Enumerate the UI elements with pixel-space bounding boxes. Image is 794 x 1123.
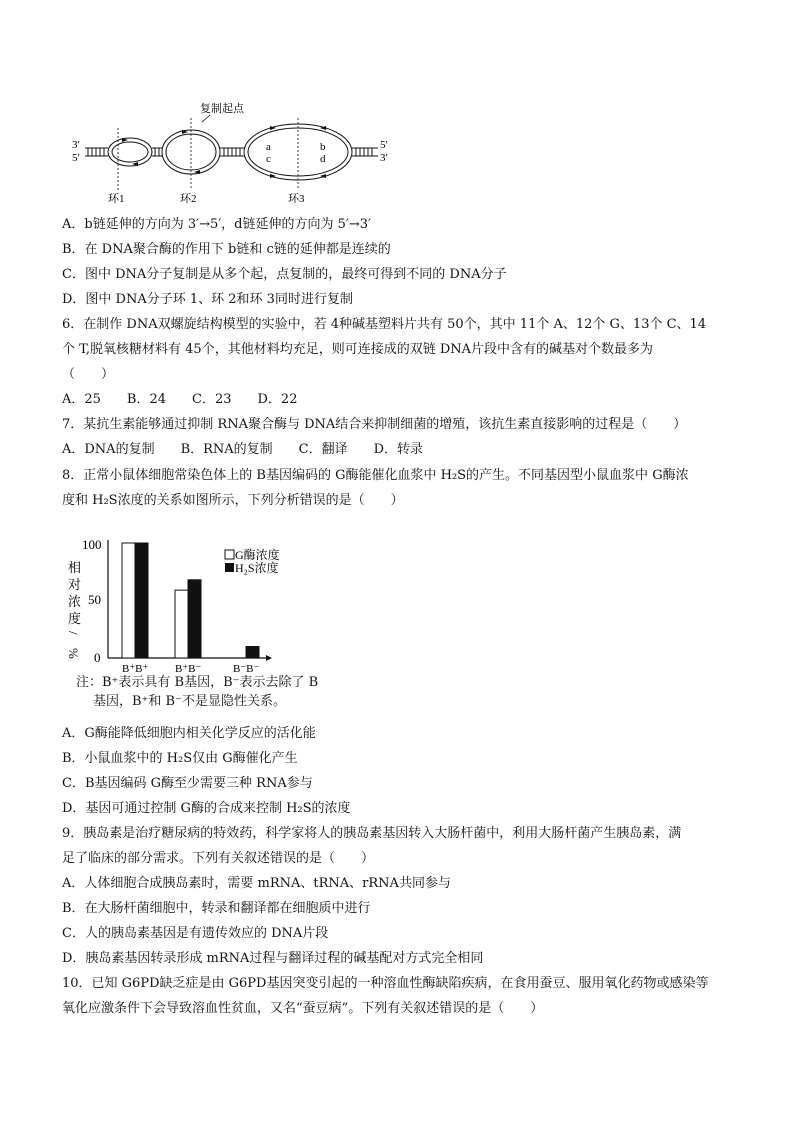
q8-option-c: C．B基因编码 G酶至少需要三种 RNA参与 bbox=[62, 776, 313, 791]
chart-note-line2: 基因，B⁺和 B⁻不是显隐性关系。 bbox=[93, 694, 286, 709]
q9-option-d: D．胰岛素基因转录形成 mRNA过程与翻译过程的碱基配对方式完全相同 bbox=[62, 951, 484, 966]
right-top-end-label: 5′ bbox=[380, 139, 388, 151]
chart-note-line1: 注：B⁺表示具有 B基因，B⁻表示去除了 B bbox=[76, 675, 319, 690]
q8-option-d: D．基因可通过控制 G酶的合成来控制 H₂S的浓度 bbox=[62, 801, 351, 816]
q5-option-c: C．图中 DNA分子复制是从多个起，点复制的，最终可得到不同的 DNA分子 bbox=[62, 267, 507, 282]
q7-stem: 7．某抗生素能够通过抑制 RNA聚合酶与 DNA结合来抑制细菌的增殖，该抗生素直接影响的过程是（ ） bbox=[62, 417, 687, 432]
q7-options: A．DNA的复制 B．RNA的复制 C．翻译 D．转录 bbox=[62, 442, 424, 457]
q9-option-a: A．人体细胞合成胰岛素时，需要 mRNA、tRNA、rRNA共同参与 bbox=[62, 876, 451, 891]
y-tick-0: 0 bbox=[94, 650, 101, 665]
q8-option-b: B．小鼠血浆中的 H₂S仅由 G酶催化产生 bbox=[62, 751, 298, 766]
q9-option-b: B．在大肠杆菌细胞中，转录和翻译都在细胞质中进行 bbox=[62, 901, 371, 916]
bar-g-enzyme-0 bbox=[122, 543, 135, 658]
svg-text:/: / bbox=[66, 631, 81, 635]
legend-label-h2s: H₂S浓度 bbox=[235, 561, 279, 575]
q6-stem-line2: 个 T,脱氧核糖材料有 45个，其他材料均充足，则可连接成的双链 DNA片段中含有的碱基对个数最多为 bbox=[62, 342, 654, 357]
q6-stem-line1: 6．在制作 DNA双螺旋结构模型的实验中，若 4种碱基塑料片共有 50个，其中 11个 A、12个 G、13个 C、14 bbox=[62, 317, 707, 332]
bar-g-enzyme-1 bbox=[175, 590, 188, 658]
dna-replication-figure bbox=[70, 100, 410, 205]
y-tick-50: 50 bbox=[88, 592, 101, 607]
q8-stem-line1: 8．正常小鼠体细胞常染色体上的 B基因编码的 G酶能催化血浆中 H₂S的产生。不同基因型小鼠血浆中 G酶浓 bbox=[62, 468, 689, 483]
strand-c-label: c bbox=[266, 153, 271, 165]
q10-stem-line2: 氧化应激条件下会导致溶血性贫血，又名“蚕豆病”。下列有关叙述错误的是（ ） bbox=[62, 1001, 544, 1016]
left-top-end-label: 3′ bbox=[72, 139, 80, 151]
y-axis-label bbox=[66, 560, 81, 659]
ring1-label: 环1 bbox=[108, 193, 125, 205]
legend-swatch-g-enzyme bbox=[225, 550, 234, 559]
q9-stem-line2: 足了临床的部分需求。下列有关叙述错误的是（ ） bbox=[62, 851, 375, 866]
legend-label-g-enzyme: G酶浓度 bbox=[235, 548, 280, 562]
svg-text:度: 度 bbox=[68, 611, 82, 626]
svg-text:相: 相 bbox=[68, 560, 82, 575]
bar-h2s-0 bbox=[135, 543, 148, 658]
enzyme-h2s-bar-chart bbox=[60, 528, 340, 678]
q5-option-b: B．在 DNA聚合酶的作用下 b链和 c链的延伸都是连续的 bbox=[62, 242, 391, 257]
y-tick-100: 100 bbox=[82, 537, 102, 552]
q6-blank: （ ） bbox=[62, 367, 115, 382]
strand-d-label: d bbox=[320, 153, 326, 165]
svg-text:浓: 浓 bbox=[68, 594, 82, 609]
ring2-label: 环2 bbox=[180, 193, 197, 205]
svg-text:%: % bbox=[66, 648, 81, 659]
svg-text:对: 对 bbox=[68, 577, 82, 592]
legend-swatch-h2s bbox=[225, 563, 234, 572]
x-tick-label-0: B⁺B⁺ bbox=[122, 663, 149, 675]
ring3-label: 环3 bbox=[288, 193, 305, 205]
q9-option-c: C．人的胰岛素基因是有遗传效应的 DNA片段 bbox=[62, 926, 329, 941]
bar-h2s-2 bbox=[246, 647, 259, 659]
right-bottom-end-label: 3′ bbox=[380, 152, 388, 164]
x-tick-label-1: B⁺B⁻ bbox=[175, 663, 202, 675]
q5-option-d: D．图中 DNA分子环 1、环 2和环 3同时进行复制 bbox=[62, 292, 353, 307]
strand-b-label: b bbox=[320, 141, 326, 153]
q8-option-a: A．G酶能降低细胞内相关化学反应的活化能 bbox=[62, 726, 316, 741]
strand-a-label: a bbox=[266, 141, 271, 153]
left-bottom-end-label: 5′ bbox=[72, 152, 80, 164]
q9-stem-line1: 9．胰岛素是治疗糖尿病的特效药，科学家将人的胰岛素基因转入大肠杆菌中，利用大肠杆菌产生胰岛素，满 bbox=[62, 826, 682, 841]
origin-label: 复制起点 bbox=[200, 103, 244, 115]
x-tick-label-2: B⁻B⁻ bbox=[233, 663, 260, 675]
bar-h2s-1 bbox=[188, 580, 201, 658]
q10-stem-line1: 10．已知 G6PD缺乏症是由 G6PD基因突变引起的一种溶血性酶缺陷疾病，在食用蚕豆、服用氧化药物或感染等 bbox=[62, 976, 709, 991]
q8-stem-line2: 度和 H₂S浓度的关系如图所示，下列分析错误的是（ ） bbox=[62, 493, 404, 508]
q5-option-a: A．b链延伸的方向为 3′→5′，d链延伸的方向为 5′→3′ bbox=[62, 217, 371, 232]
q6-options: A．25 B．24 C．23 D．22 bbox=[62, 392, 298, 407]
